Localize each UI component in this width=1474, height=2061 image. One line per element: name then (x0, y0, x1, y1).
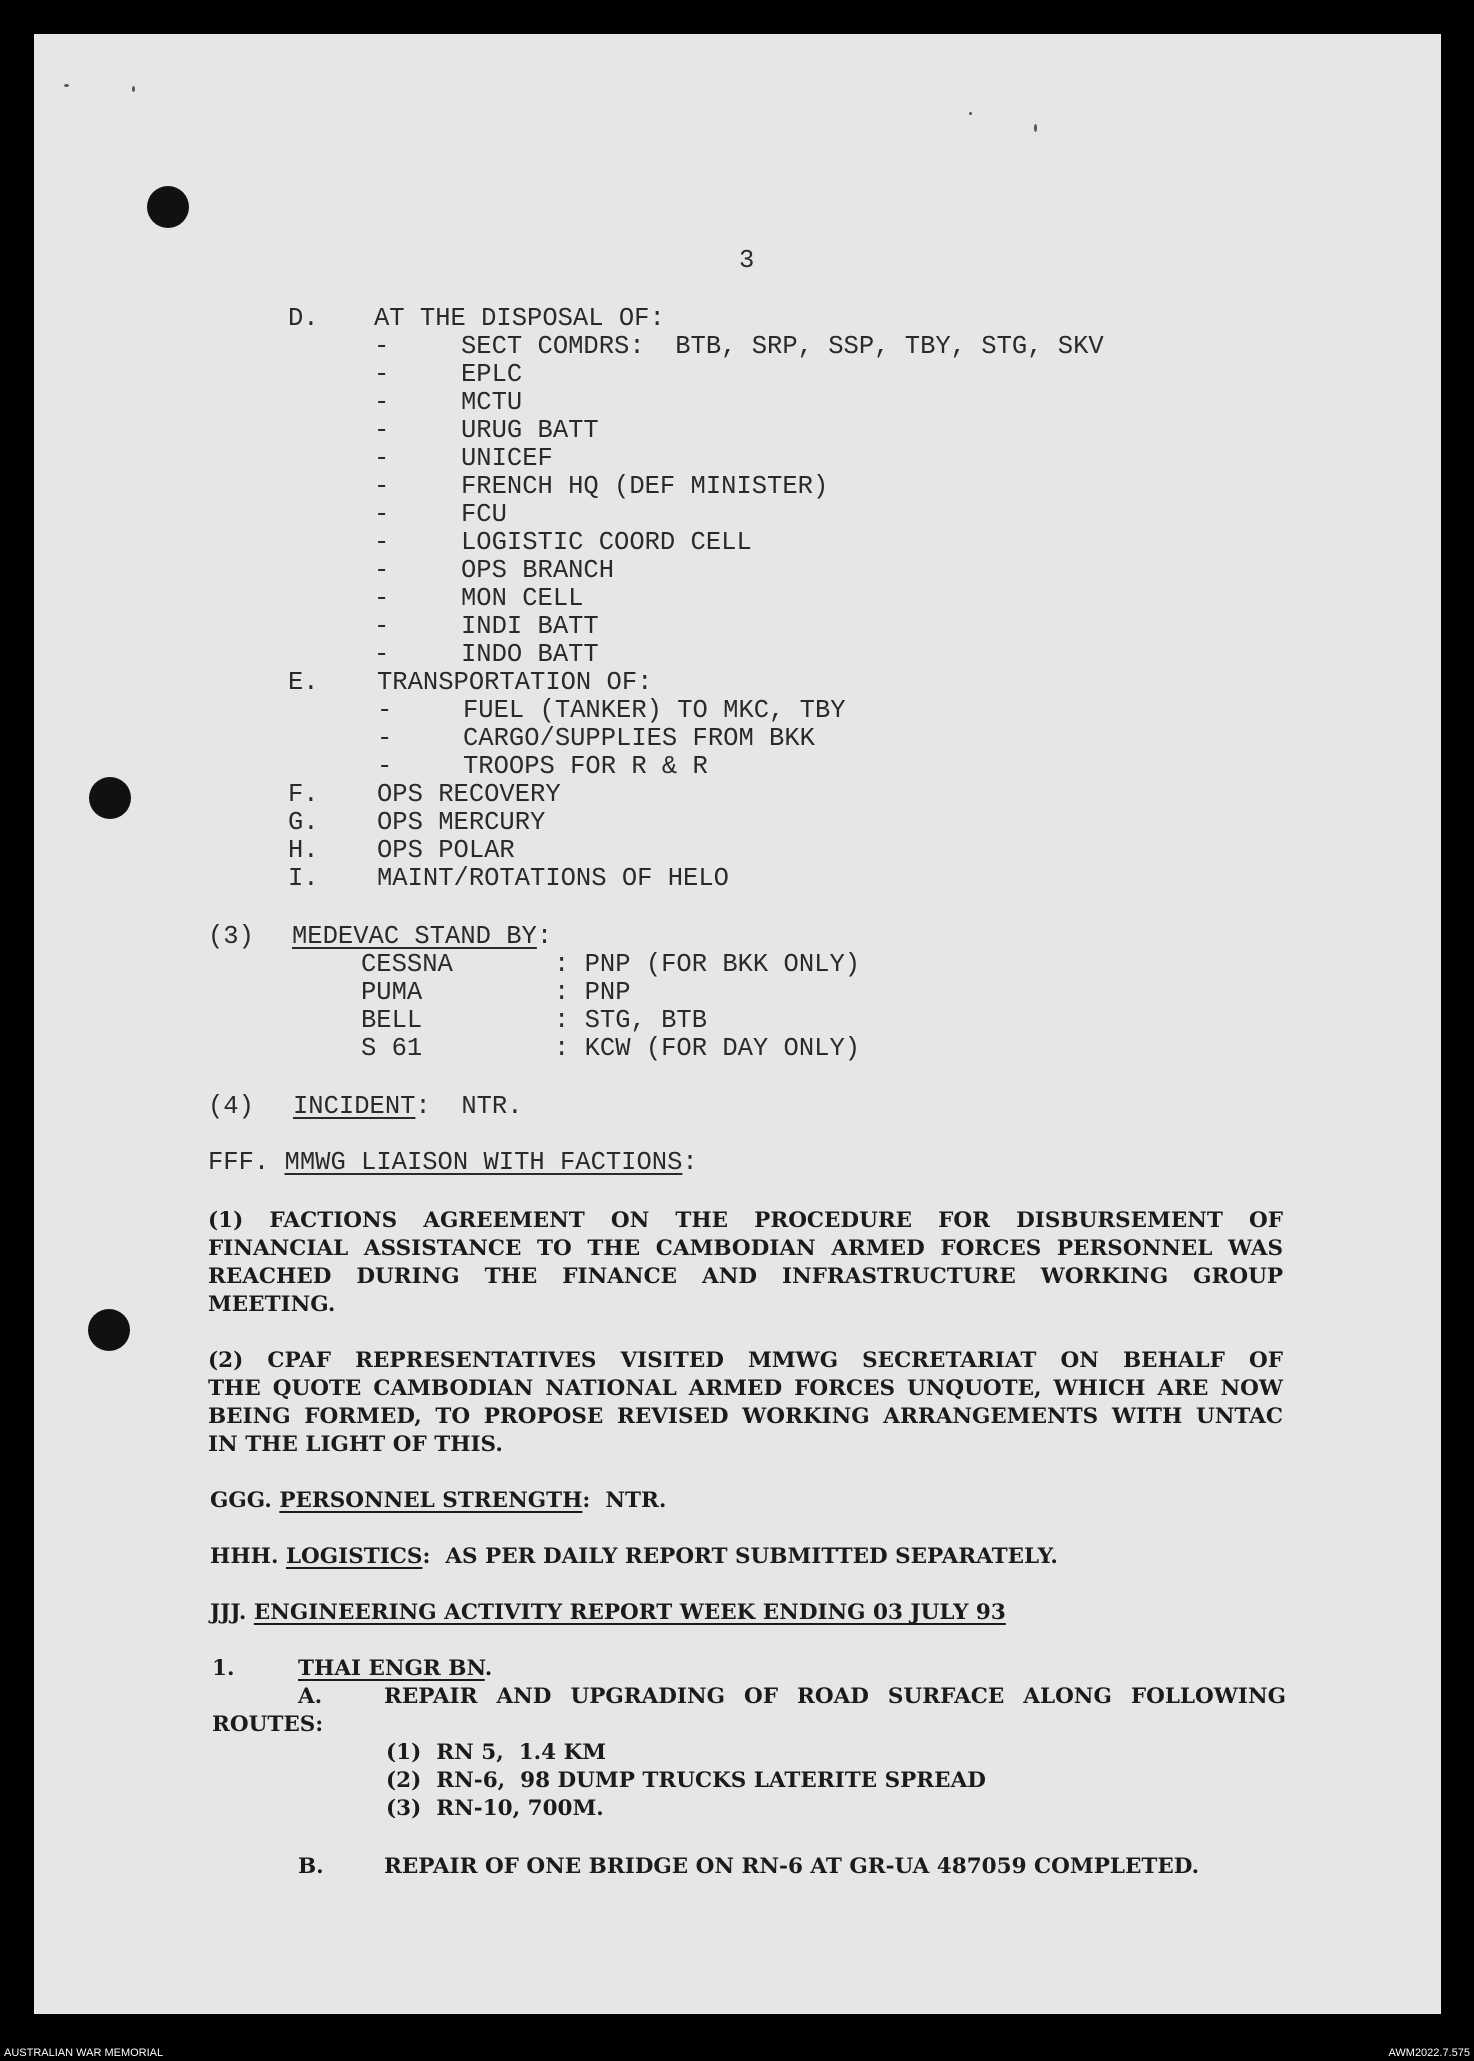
dash: - (374, 612, 390, 641)
item-a-continuation: ROUTES: (212, 1712, 324, 1737)
ops-marker: G. (288, 808, 319, 837)
medevac-title: MEDEVAC STAND BY (292, 922, 537, 951)
section-d-marker: D. (288, 304, 319, 333)
medevac-colon: : (536, 922, 553, 951)
thai-period: . (484, 1656, 493, 1681)
jjj-prefix: JJJ. (210, 1600, 247, 1625)
fff-prefix: FFF. (208, 1148, 270, 1177)
ops-text: MAINT/ROTATIONS OF HELO (377, 864, 729, 893)
medevac-aircraft: CESSNA (361, 950, 453, 979)
list-item: OPS BRANCH (461, 556, 615, 585)
item-a-text: REPAIR AND UPGRADING OF ROAD SURFACE ALONG FOLLOWING (384, 1684, 1286, 1709)
ggg-line (210, 1486, 666, 1516)
medevac-aircraft: PUMA (361, 978, 423, 1007)
list-item: FRENCH HQ (DEF MINISTER) (461, 472, 829, 501)
paragraph-line: FINANCIAL ASSISTANCE TO THE CAMBODIAN ARMED FORCES PERSONNEL WAS (208, 1236, 1283, 1261)
medevac-value: : KCW (FOR DAY ONLY) (554, 1034, 861, 1063)
footer-accession: AWM2022.7.575 (1388, 2047, 1470, 2059)
list-item: UNICEF (461, 444, 553, 473)
incident-number: (4) (208, 1092, 254, 1121)
medevac-value: : PNP (FOR BKK ONLY) (554, 950, 861, 979)
footer-credit: AUSTRALIAN WAR MEMORIAL (4, 2047, 164, 2059)
ops-marker: F. (288, 780, 319, 809)
ggg-value: : NTR. (582, 1488, 667, 1513)
medevac-number: (3) (208, 922, 254, 951)
item-a-marker: A. (298, 1684, 323, 1709)
hhh-label: LOGISTICS (285, 1544, 423, 1569)
dash: - (374, 360, 390, 389)
item-b-text: REPAIR OF ONE BRIDGE ON RN-6 AT GR-UA 487059 COMPLETED. (384, 1854, 1200, 1879)
paragraph-line: MEETING. (208, 1292, 336, 1317)
paragraph-line: THE QUOTE CAMBODIAN NATIONAL ARMED FORCES UNQUOTE, WHICH ARE NOW (208, 1376, 1283, 1401)
list-item: MCTU (461, 388, 523, 417)
dash: - (377, 724, 393, 753)
list-item: TROOPS FOR R & R (463, 752, 708, 781)
paragraph-line: REACHED DURING THE FINANCE AND INFRASTRUCTURE WORKING GROUP (208, 1264, 1283, 1289)
list-item: INDI BATT (461, 612, 599, 641)
ops-text: OPS RECOVERY (377, 780, 561, 809)
list-item: FUEL (TANKER) TO MKC, TBY (463, 696, 846, 725)
dash: - (377, 696, 393, 725)
list-item: CARGO/SUPPLIES FROM BKK (463, 724, 815, 753)
medevac-aircraft: BELL (361, 1006, 423, 1035)
route-item: (3) RN-10, 700M. (386, 1796, 604, 1821)
fff-heading (208, 1148, 698, 1178)
incident-line (293, 1092, 523, 1122)
punch-hole (88, 1309, 130, 1351)
dash: - (374, 388, 390, 417)
section-e-heading: TRANSPORTATION OF: (377, 668, 653, 697)
document-page (34, 34, 1441, 2014)
list-item: MON CELL (461, 584, 584, 613)
dash: - (377, 752, 393, 781)
medevac-heading (292, 922, 552, 952)
dash: - (374, 416, 390, 445)
ggg-label: PERSONNEL STRENGTH (279, 1488, 583, 1513)
paragraph-line: IN THE LIGHT OF THIS. (208, 1432, 503, 1457)
page-number: 3 (739, 246, 755, 275)
hhh-prefix: HHH. (210, 1544, 279, 1569)
dash: - (374, 584, 390, 613)
fff-colon: : (682, 1148, 698, 1177)
dash: - (374, 500, 390, 529)
list-item: FCU (461, 500, 507, 529)
list-item: LOGISTIC COORD CELL (461, 528, 752, 557)
fff-title: MMWG LIAISON WITH FACTIONS (284, 1148, 683, 1177)
medevac-value: : PNP (554, 978, 631, 1007)
paragraph-line: (1) FACTIONS AGREEMENT ON THE PROCEDURE FOR DISBURSEMENT OF (208, 1208, 1283, 1233)
ops-marker: H. (288, 836, 319, 865)
medevac-aircraft: S 61 (361, 1034, 423, 1063)
punch-hole (147, 186, 189, 228)
incident-label: INCIDENT (293, 1092, 416, 1121)
dash: - (374, 528, 390, 557)
speck (132, 86, 135, 92)
thai-number: 1. (212, 1656, 235, 1681)
hhh-value: : AS PER DAILY REPORT SUBMITTED SEPARATELY. (422, 1544, 1058, 1569)
speck (969, 112, 972, 115)
list-item: URUG BATT (461, 416, 599, 445)
paragraph-line: (2) CPAF REPRESENTATIVES VISITED MMWG SECRETARIAT ON BEHALF OF (208, 1348, 1283, 1373)
route-item: (2) RN-6, 98 DUMP TRUCKS LATERITE SPREAD (386, 1768, 986, 1793)
ops-text: OPS MERCURY (377, 808, 546, 837)
thai-heading (298, 1654, 492, 1684)
ops-marker: I. (288, 864, 319, 893)
route-item: (1) RN 5, 1.4 KM (386, 1740, 607, 1765)
punch-hole (89, 777, 131, 819)
dash: - (374, 444, 390, 473)
dash: - (374, 332, 390, 361)
paragraph-line: BEING FORMED, TO PROPOSE REVISED WORKING ARRANGEMENTS WITH UNTAC (208, 1404, 1283, 1429)
dash: - (374, 472, 390, 501)
ggg-prefix: GGG. (210, 1488, 272, 1513)
jjj-title: ENGINEERING ACTIVITY REPORT WEEK ENDING 03 JULY 93 (253, 1600, 1006, 1625)
thai-title: THAI ENGR BN (298, 1656, 485, 1681)
hhh-line (210, 1542, 1058, 1572)
medevac-value: : STG, BTB (554, 1006, 708, 1035)
dash: - (374, 640, 390, 669)
item-b-marker: B. (298, 1854, 324, 1879)
list-item: INDO BATT (461, 640, 599, 669)
list-item: SECT COMDRS: BTB, SRP, SSP, TBY, STG, SKV (461, 332, 1104, 361)
list-item: EPLC (461, 360, 523, 389)
section-e-marker: E. (288, 668, 319, 697)
dash: - (374, 556, 390, 585)
jjj-line (210, 1598, 1006, 1628)
incident-value: : NTR. (415, 1092, 523, 1121)
section-d-heading: AT THE DISPOSAL OF: (374, 304, 665, 333)
speck (1034, 124, 1037, 132)
ops-text: OPS POLAR (377, 836, 515, 865)
speck (64, 84, 69, 87)
